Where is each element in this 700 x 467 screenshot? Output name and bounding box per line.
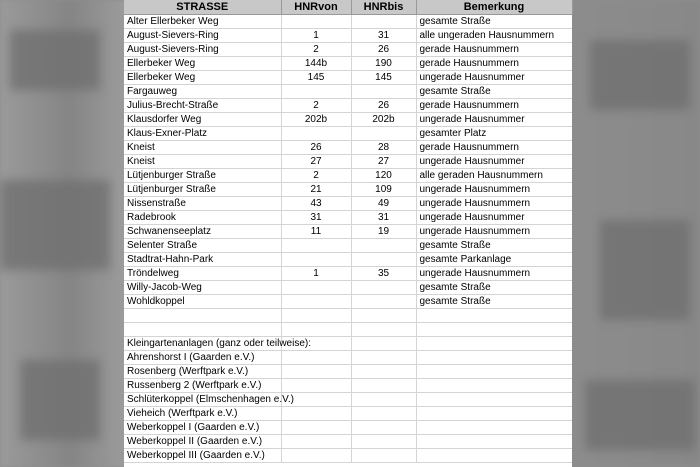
cell-hnrvon[interactable] xyxy=(281,281,351,295)
cell-hnrvon[interactable] xyxy=(281,323,351,337)
cell-bemerkung[interactable]: gerade Hausnummern xyxy=(416,99,572,113)
table-row xyxy=(124,407,572,421)
table-row xyxy=(124,267,572,281)
table-row xyxy=(124,225,572,239)
cell-bemerkung[interactable]: ungerade Hausnummern xyxy=(416,225,572,239)
street-table xyxy=(124,0,573,463)
cell-bemerkung[interactable] xyxy=(416,421,572,435)
table-row xyxy=(124,71,572,85)
header-bemerkung[interactable]: Bemerkung xyxy=(416,0,572,15)
cell-hnrbis[interactable]: 49 xyxy=(351,197,416,211)
cell-bemerkung[interactable]: gesamte Straße xyxy=(416,281,572,295)
cell-hnrbis[interactable] xyxy=(351,365,416,379)
cell-hnrvon[interactable] xyxy=(281,435,351,449)
cell-hnrvon[interactable]: 43 xyxy=(281,197,351,211)
cell-hnrbis[interactable] xyxy=(351,449,416,463)
cell-strasse[interactable]: Vieheich (Werftpark e.V.) xyxy=(124,407,281,421)
table-row xyxy=(124,239,572,253)
table-row xyxy=(124,351,572,365)
header-strasse[interactable]: STRASSE xyxy=(124,0,281,15)
table-body xyxy=(124,15,572,463)
table-row xyxy=(124,183,572,197)
table-row xyxy=(124,421,572,435)
cell-bemerkung[interactable] xyxy=(416,435,572,449)
cell-bemerkung[interactable]: gesamte Straße xyxy=(416,295,572,309)
blurred-shape xyxy=(590,40,690,110)
table-row xyxy=(124,295,572,309)
table-row xyxy=(124,323,572,337)
cell-strasse[interactable]: Klausdorfer Weg xyxy=(124,113,281,127)
cell-hnrbis[interactable]: 145 xyxy=(351,71,416,85)
cell-hnrbis[interactable] xyxy=(351,309,416,323)
table-row xyxy=(124,379,572,393)
cell-strasse[interactable]: Selenter Straße xyxy=(124,239,281,253)
cell-bemerkung[interactable]: ungerade Hausnummer xyxy=(416,113,572,127)
cell-bemerkung[interactable] xyxy=(416,351,572,365)
cell-bemerkung[interactable]: ungerade Hausnummer xyxy=(416,71,572,85)
cell-hnrbis[interactable]: 31 xyxy=(351,29,416,43)
cell-hnrvon[interactable]: 1 xyxy=(281,267,351,281)
cell-bemerkung[interactable] xyxy=(416,365,572,379)
cell-hnrvon[interactable] xyxy=(281,295,351,309)
cell-strasse[interactable]: Willy-Jacob-Weg xyxy=(124,281,281,295)
cell-bemerkung[interactable] xyxy=(416,449,572,463)
table-row xyxy=(124,197,572,211)
cell-hnrvon[interactable]: 202b xyxy=(281,113,351,127)
table-row xyxy=(124,127,572,141)
cell-hnrvon[interactable] xyxy=(281,15,351,29)
spreadsheet xyxy=(124,0,572,467)
cell-hnrvon[interactable] xyxy=(281,127,351,141)
table-row xyxy=(124,309,572,323)
blurred-shape xyxy=(0,180,110,270)
cell-hnrbis[interactable] xyxy=(351,337,416,351)
cell-hnrbis[interactable]: 190 xyxy=(351,57,416,71)
cell-strasse[interactable]: Klaus-Exner-Platz xyxy=(124,127,281,141)
cell-hnrbis[interactable] xyxy=(351,281,416,295)
cell-hnrvon[interactable] xyxy=(281,421,351,435)
cell-hnrvon[interactable] xyxy=(281,365,351,379)
cell-hnrvon[interactable]: 27 xyxy=(281,155,351,169)
cell-hnrbis[interactable] xyxy=(351,127,416,141)
cell-bemerkung[interactable] xyxy=(416,337,572,351)
cell-hnrvon[interactable] xyxy=(281,351,351,365)
cell-strasse[interactable]: Weberkoppel I (Gaarden e.V.) xyxy=(124,421,281,435)
cell-strasse[interactable]: August-Sievers-Ring xyxy=(124,29,281,43)
cell-hnrbis[interactable] xyxy=(351,421,416,435)
cell-strasse[interactable]: Wohldkoppel xyxy=(124,295,281,309)
table-row xyxy=(124,337,572,351)
cell-bemerkung[interactable]: gerade Hausnummern xyxy=(416,57,572,71)
cell-bemerkung[interactable]: ungerade Hausnummer xyxy=(416,211,572,225)
cell-hnrvon[interactable]: 145 xyxy=(281,71,351,85)
table-row xyxy=(124,211,572,225)
cell-hnrvon[interactable] xyxy=(281,407,351,421)
cell-strasse[interactable]: Radebrook xyxy=(124,211,281,225)
cell-hnrvon[interactable]: 26 xyxy=(281,141,351,155)
cell-bemerkung[interactable]: gesamte Straße xyxy=(416,15,572,29)
cell-hnrvon[interactable]: 11 xyxy=(281,225,351,239)
cell-strasse[interactable]: Alter Ellerbeker Weg xyxy=(124,15,281,29)
cell-hnrvon[interactable] xyxy=(281,239,351,253)
table-row xyxy=(124,155,572,169)
cell-strasse[interactable]: Weberkoppel III (Gaarden e.V.) xyxy=(124,449,281,463)
cell-strasse[interactable]: August-Sievers-Ring xyxy=(124,43,281,57)
table-row xyxy=(124,29,572,43)
cell-hnrbis[interactable] xyxy=(351,253,416,267)
header-row xyxy=(124,0,572,15)
cell-hnrbis[interactable]: 202b xyxy=(351,113,416,127)
cell-hnrvon[interactable]: 21 xyxy=(281,183,351,197)
cell-hnrbis[interactable]: 26 xyxy=(351,99,416,113)
cell-bemerkung[interactable]: gesamte Straße xyxy=(416,85,572,99)
table-row xyxy=(124,113,572,127)
table-row xyxy=(124,141,572,155)
cell-hnrbis[interactable]: 120 xyxy=(351,169,416,183)
cell-strasse[interactable]: Lütjenburger Straße xyxy=(124,183,281,197)
cell-hnrvon[interactable] xyxy=(281,379,351,393)
cell-strasse[interactable]: Stadtrat-Hahn-Park xyxy=(124,253,281,267)
table-row xyxy=(124,393,572,407)
cell-hnrbis[interactable]: 35 xyxy=(351,267,416,281)
table-row xyxy=(124,43,572,57)
cell-hnrbis[interactable] xyxy=(351,351,416,365)
cell-hnrvon[interactable]: 31 xyxy=(281,211,351,225)
cell-strasse[interactable]: Kleingartenanlagen (ganz oder teilweise): xyxy=(124,337,281,351)
cell-hnrbis[interactable] xyxy=(351,407,416,421)
cell-bemerkung[interactable] xyxy=(416,407,572,421)
cell-hnrvon[interactable]: 1 xyxy=(281,29,351,43)
cell-hnrvon[interactable] xyxy=(281,253,351,267)
cell-hnrvon[interactable]: 2 xyxy=(281,99,351,113)
cell-hnrbis[interactable]: 31 xyxy=(351,211,416,225)
table-row xyxy=(124,253,572,267)
cell-strasse[interactable]: Rosenberg (Werftpark e.V.) xyxy=(124,365,281,379)
cell-hnrvon[interactable]: 2 xyxy=(281,43,351,57)
cell-hnrbis[interactable]: 26 xyxy=(351,43,416,57)
table-row xyxy=(124,281,572,295)
cell-strasse[interactable]: Kneist xyxy=(124,155,281,169)
table-row xyxy=(124,99,572,113)
cell-bemerkung[interactable] xyxy=(416,379,572,393)
table-row xyxy=(124,85,572,99)
cell-bemerkung[interactable]: gesamte Straße xyxy=(416,239,572,253)
cell-strasse[interactable]: Tröndelweg xyxy=(124,267,281,281)
cell-bemerkung[interactable]: alle geraden Hausnummern xyxy=(416,169,572,183)
cell-strasse[interactable]: Ahrenshorst I (Gaarden e.V.) xyxy=(124,351,281,365)
cell-bemerkung[interactable] xyxy=(416,309,572,323)
cell-hnrbis[interactable]: 19 xyxy=(351,225,416,239)
header-hnrbis[interactable]: HNRbis xyxy=(351,0,416,15)
blurred-shape xyxy=(600,220,690,320)
cell-strasse[interactable]: Russenberg 2 (Werftpark e.V.) xyxy=(124,379,281,393)
cell-strasse[interactable] xyxy=(124,309,281,323)
blurred-shape xyxy=(20,360,100,440)
blurred-shape xyxy=(585,380,695,450)
cell-bemerkung[interactable]: ungerade Hausnummern xyxy=(416,183,572,197)
cell-hnrbis[interactable] xyxy=(351,239,416,253)
cell-strasse[interactable]: Ellerbeker Weg xyxy=(124,71,281,85)
cell-hnrvon[interactable] xyxy=(281,85,351,99)
cell-strasse[interactable] xyxy=(124,323,281,337)
cell-hnrbis[interactable] xyxy=(351,379,416,393)
cell-strasse[interactable]: Ellerbeker Weg xyxy=(124,57,281,71)
cell-strasse[interactable]: Kneist xyxy=(124,141,281,155)
blurred-shape xyxy=(10,30,100,90)
cell-hnrbis[interactable]: 109 xyxy=(351,183,416,197)
cell-bemerkung[interactable]: gerade Hausnummern xyxy=(416,43,572,57)
cell-hnrvon[interactable]: 2 xyxy=(281,169,351,183)
cell-hnrbis[interactable] xyxy=(351,435,416,449)
cell-hnrbis[interactable] xyxy=(351,295,416,309)
cell-hnrvon[interactable] xyxy=(281,309,351,323)
cell-bemerkung[interactable]: ungerade Hausnummern xyxy=(416,197,572,211)
table-row xyxy=(124,169,572,183)
table-row xyxy=(124,449,572,463)
table-row xyxy=(124,435,572,449)
cell-strasse[interactable]: Lütjenburger Straße xyxy=(124,169,281,183)
cell-strasse[interactable]: Nissenstraße xyxy=(124,197,281,211)
cell-bemerkung[interactable]: ungerade Hausnummer xyxy=(416,155,572,169)
cell-hnrbis[interactable] xyxy=(351,85,416,99)
cell-hnrbis[interactable] xyxy=(351,15,416,29)
cell-hnrvon[interactable] xyxy=(281,449,351,463)
cell-strasse[interactable]: Fargauweg xyxy=(124,85,281,99)
table-row xyxy=(124,15,572,29)
cell-bemerkung[interactable] xyxy=(416,323,572,337)
table-row xyxy=(124,57,572,71)
cell-bemerkung[interactable]: ungerade Hausnummern xyxy=(416,267,572,281)
table-row xyxy=(124,365,572,379)
cell-hnrbis[interactable] xyxy=(351,393,416,407)
cell-hnrbis[interactable]: 28 xyxy=(351,141,416,155)
cell-bemerkung[interactable] xyxy=(416,393,572,407)
header-hnrvon[interactable]: HNRvon xyxy=(281,0,351,15)
cell-strasse[interactable]: Schlüterkoppel (Elmschenhagen e.V.) xyxy=(124,393,281,407)
cell-strasse[interactable]: Weberkoppel II (Gaarden e.V.) xyxy=(124,435,281,449)
cell-strasse[interactable]: Julius-Brecht-Straße xyxy=(124,99,281,113)
cell-bemerkung[interactable]: gesamter Platz xyxy=(416,127,572,141)
cell-hnrbis[interactable]: 27 xyxy=(351,155,416,169)
cell-bemerkung[interactable]: gerade Hausnummern xyxy=(416,141,572,155)
cell-hnrvon[interactable]: 144b xyxy=(281,57,351,71)
cell-bemerkung[interactable]: alle ungeraden Hausnummern xyxy=(416,29,572,43)
cell-bemerkung[interactable]: gesamte Parkanlage xyxy=(416,253,572,267)
cell-hnrbis[interactable] xyxy=(351,323,416,337)
cell-strasse[interactable]: Schwanenseeplatz xyxy=(124,225,281,239)
